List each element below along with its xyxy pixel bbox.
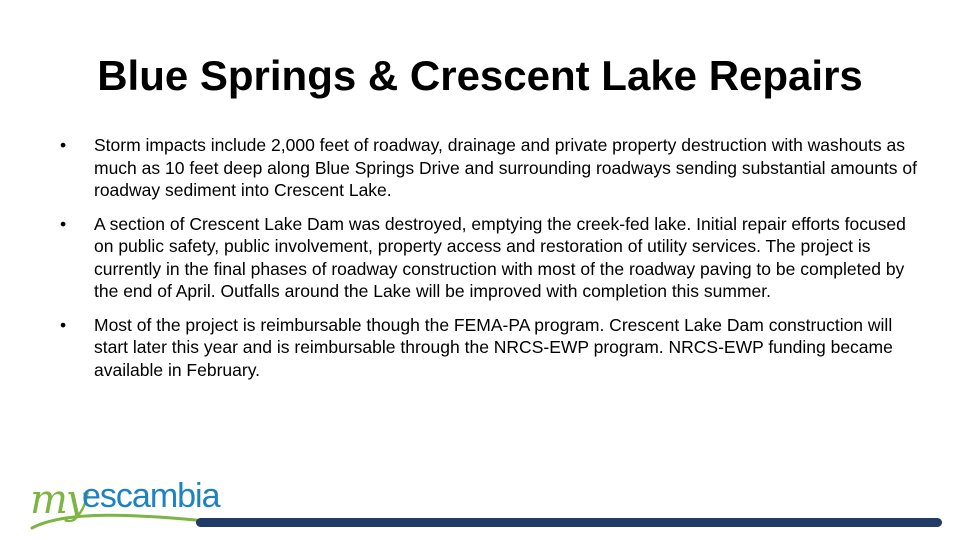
bullet-item — [60, 134, 920, 202]
bullet-text: A section of Crescent Lake Dam was destroyed, emptying the creek-fed lake. Initial repair efforts focused on public safety, public involvement, property access and restoration of utility services. The project is currently in the final phases of roadway construction with most of the roadway paving to be completed by the end of April. Outfalls around the Lake will be improved with completion this summer. — [94, 213, 906, 301]
bullet-item — [60, 213, 920, 303]
slide-title: Blue Springs & Crescent Lake Repairs — [97, 52, 863, 99]
bullet-text: Storm impacts include 2,000 feet of roadway, drainage and private property destruction with washouts as much as 10 feet deep along Blue Springs Drive and surrounding roadways sending substantial amounts of roadway sediment into Crescent Lake. — [94, 135, 918, 200]
bullet-marker: • — [60, 314, 67, 335]
bullet-list — [60, 134, 920, 392]
bullet-marker: • — [60, 213, 67, 234]
bullet-item — [60, 314, 920, 382]
bullet-text: Most of the project is reimbursable though the FEMA-PA program. Crescent Lake Dam construction will start later this year and is reimbursable through the NRCS-EWP program. NRCS-EWP funding became available in February. — [94, 314, 893, 380]
footer-bar — [196, 518, 942, 527]
bullet-marker: • — [60, 135, 67, 155]
logo-text-escambia: escambia — [82, 477, 220, 515]
logo-text-my: my — [30, 477, 87, 523]
